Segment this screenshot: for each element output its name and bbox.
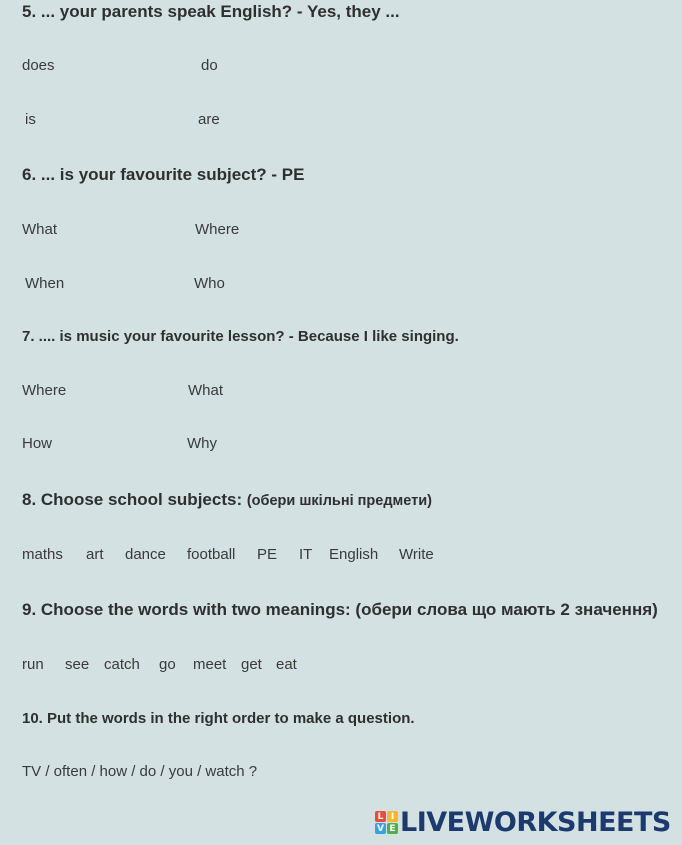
q9-word-see[interactable]: see — [65, 656, 90, 673]
q7-option-where[interactable]: Where — [22, 382, 67, 399]
q6-option-where[interactable]: Where — [195, 221, 240, 238]
logo-letter-v: V — [375, 823, 386, 834]
logo-text: LIVEWORKSHEETS — [400, 807, 671, 838]
q9-word-run[interactable]: run — [22, 656, 44, 673]
q8-word-write[interactable]: Write — [399, 546, 434, 563]
logo-letter-e: E — [387, 823, 398, 834]
logo-letter-grid — [375, 811, 398, 834]
question-6-prompt: 6. ... is your favourite subject? - PE — [22, 165, 305, 184]
q6-option-what[interactable]: What — [22, 221, 58, 238]
logo-letter-l: L — [375, 811, 386, 822]
q9-word-get[interactable]: get — [241, 656, 262, 673]
q8-word-pe[interactable]: PE — [257, 546, 278, 563]
q8-word-dance[interactable]: dance — [125, 546, 166, 563]
q9-word-meet[interactable]: meet — [193, 656, 227, 673]
logo-letter-i: I — [387, 811, 398, 822]
q5-option-are[interactable]: are — [198, 111, 220, 128]
question-8-prompt-main: 8. Choose school subjects: — [22, 490, 247, 509]
question-10-prompt: 10. Put the words in the right order to make a question. — [22, 710, 415, 727]
q5-option-is[interactable]: is — [25, 111, 36, 128]
q8-word-maths[interactable]: maths — [22, 546, 63, 563]
q10-scrambled-words: TV / often / how / do / you / watch ? — [22, 763, 258, 780]
q5-option-do[interactable]: do — [201, 57, 218, 74]
q6-option-when[interactable]: When — [25, 275, 65, 292]
q7-option-why[interactable]: Why — [187, 435, 217, 452]
q9-word-eat[interactable]: eat — [276, 656, 297, 673]
question-8-prompt — [22, 490, 432, 510]
liveworksheets-logo — [375, 807, 671, 838]
question-7-prompt: 7. .... is music your favourite lesson? - Because I like singing. — [22, 328, 459, 345]
q8-word-art[interactable]: art — [86, 546, 104, 563]
q9-word-go[interactable]: go — [159, 656, 176, 673]
q5-option-does[interactable]: does — [22, 57, 55, 74]
question-5-prompt: 5. ... your parents speak English? - Yes, they ... — [22, 2, 400, 21]
question-9-prompt: 9. Choose the words with two meanings: (обери слова що мають 2 значення) — [22, 600, 658, 619]
q7-option-how[interactable]: How — [22, 435, 53, 452]
question-8-prompt-sub: (обери шкільні предмети) — [246, 493, 432, 509]
q9-word-catch[interactable]: catch — [104, 656, 140, 673]
q7-option-what[interactable]: What — [188, 382, 224, 399]
q8-word-english[interactable]: English — [329, 546, 379, 563]
q8-word-football[interactable]: football — [187, 546, 236, 563]
q8-word-it[interactable]: IT — [299, 546, 313, 563]
q6-option-who[interactable]: Who — [194, 275, 225, 292]
